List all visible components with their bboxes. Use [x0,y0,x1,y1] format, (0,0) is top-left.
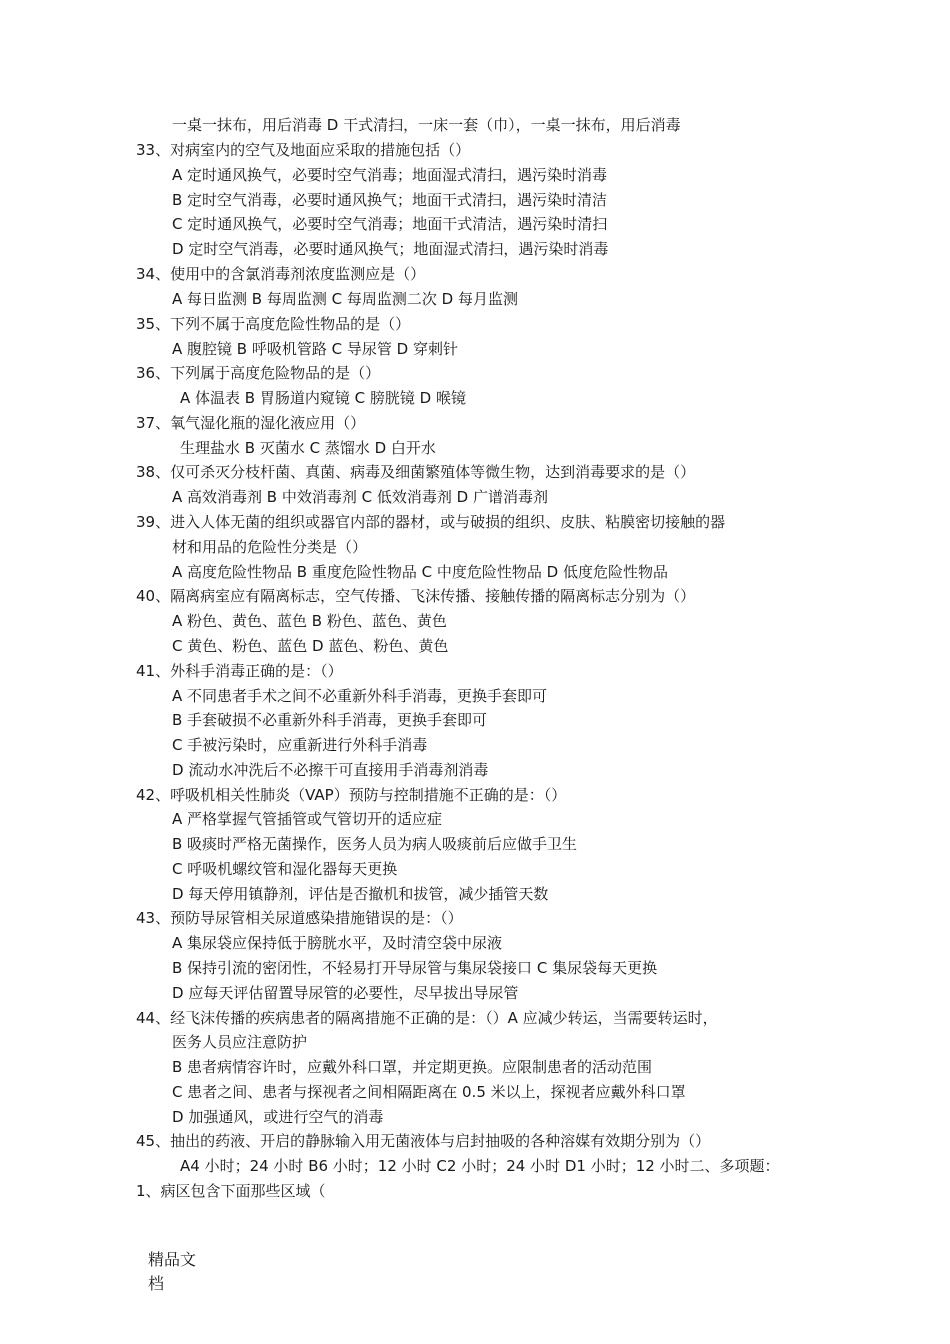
question-36: 36、下列属于高度危险物品的是（） [136,364,381,382]
question-41: 41、外科手消毒正确的是：（） [136,662,343,680]
option-line: C 黄色、粉色、蓝色 D 蓝色、粉色、黄色 [172,637,449,655]
option-line: A 体温表 B 胃肠道内窥镜 C 膀胱镜 D 喉镜 [180,389,466,407]
option-line: C 呼吸机螺纹管和湿化器每天更换 [172,860,398,878]
question-35: 35、下列不属于高度危险性物品的是（） [136,315,411,333]
footer-watermark [148,1248,208,1296]
option-line: A4 小时；24 小时 B6 小时；12 小时 C2 小时；24 小时 D1 小时；12 小时二、多项题： [180,1157,780,1175]
option-line: A 集尿袋应保持低于膀胱水平，及时清空袋中尿液 [172,934,503,952]
option-line: B 手套破损不必重新外科手消毒，更换手套即可 [172,711,488,729]
question-39-cont: 材和用品的危险性分类是（） [172,538,368,556]
footer-line-2: 档 [148,1274,165,1293]
option-line: D 加强通风，或进行空气的消毒 [172,1108,384,1126]
option-line: A 高度危险性物品 B 重度危险性物品 C 中度危险性物品 D 低度危险性物品 [172,563,668,581]
option-line: D 应每天评估留置导尿管的必要性，尽早拔出导尿管 [172,984,519,1002]
text-line: 一桌一抹布，用后消毒 D 干式清扫，一床一套（巾），一桌一抹布，用后消毒 [172,116,681,134]
question-33: 33、对病室内的空气及地面应采取的措施包括（） [136,141,471,159]
option-line: B 吸痰时严格无菌操作，医务人员为病人吸痰前后应做手卫生 [172,835,578,853]
question-40: 40、隔离病室应有隔离标志，空气传播、飞沫传播、接触传播的隔离标志分别为（） [136,587,696,605]
option-line: B 保持引流的密闭性，不轻易打开导尿管与集尿袋接口 C 集尿袋每天更换 [172,959,658,977]
option-line: A 粉色、黄色、蓝色 B 粉色、蓝色、黄色 [172,612,447,630]
option-line: C 定时通风换气，必要时空气消毒；地面干式清洁，遇污染时清扫 [172,215,608,233]
option-line: A 腹腔镜 B 呼吸机管路 C 导尿管 D 穿刺针 [172,340,458,358]
option-line: A 定时通风换气，必要时空气消毒；地面湿式清扫，遇污染时消毒 [172,166,608,184]
option-line: 医务人员应注意防护 [172,1033,308,1051]
question-45: 45、抽出的药液、开启的静脉输入用无菌液体与启封抽吸的各种溶媒有效期分别为（） [136,1132,711,1150]
footer-line-1: 精品文 [148,1250,197,1269]
question-44: 44、经飞沫传播的疾病患者的隔离措施不正确的是：（）A 应减少转运，当需要转运时， [136,1009,718,1027]
option-line: A 每日监测 B 每周监测 C 每周监测二次 D 每月监测 [172,290,518,308]
option-line: D 定时空气消毒，必要时通风换气；地面湿式清扫，遇污染时消毒 [172,240,609,258]
option-line: D 每天停用镇静剂，评估是否撤机和拔管，减少插管天数 [172,885,549,903]
multi-question-1: 1、病区包含下面那些区域（ [136,1182,326,1200]
question-37: 37、氧气湿化瓶的湿化液应用（） [136,414,366,432]
option-line: A 不同患者手术之间不必重新外科手消毒，更换手套即可 [172,687,548,705]
option-line: B 定时空气消毒，必要时通风换气；地面干式清扫，遇污染时清洁 [172,191,608,209]
option-line: A 高效消毒剂 B 中效消毒剂 C 低效消毒剂 D 广谱消毒剂 [172,488,548,506]
question-34: 34、使用中的含氯消毒剂浓度监测应是（） [136,265,426,283]
question-43: 43、预防导尿管相关尿道感染措施错误的是：（） [136,909,463,927]
question-42: 42、呼吸机相关性肺炎（VAP）预防与控制措施不正确的是：（） [136,786,567,804]
option-line: B 患者病情容许时，应戴外科口罩，并定期更换。应限制患者的活动范围 [172,1058,653,1076]
option-line: C 手被污染时，应重新进行外科手消毒 [172,736,428,754]
option-line: C 患者之间、患者与探视者之间相隔距离在 0.5 米以上，探视者应戴外科口罩 [172,1083,686,1101]
option-line: 生理盐水 B 灭菌水 C 蒸馏水 D 白开水 [180,439,436,457]
question-38: 38、仅可杀灭分枝杆菌、真菌、病毒及细菌繁殖体等微生物，达到消毒要求的是（） [136,463,696,481]
question-39: 39、进入人体无菌的组织或器官内部的器材，或与破损的组织、皮肤、粘膜密切接触的器 [136,513,726,531]
option-line: A 严格掌握气管插管或气管切开的适应症 [172,810,443,828]
option-line: D 流动水冲洗后不必擦干可直接用手消毒剂消毒 [172,761,489,779]
